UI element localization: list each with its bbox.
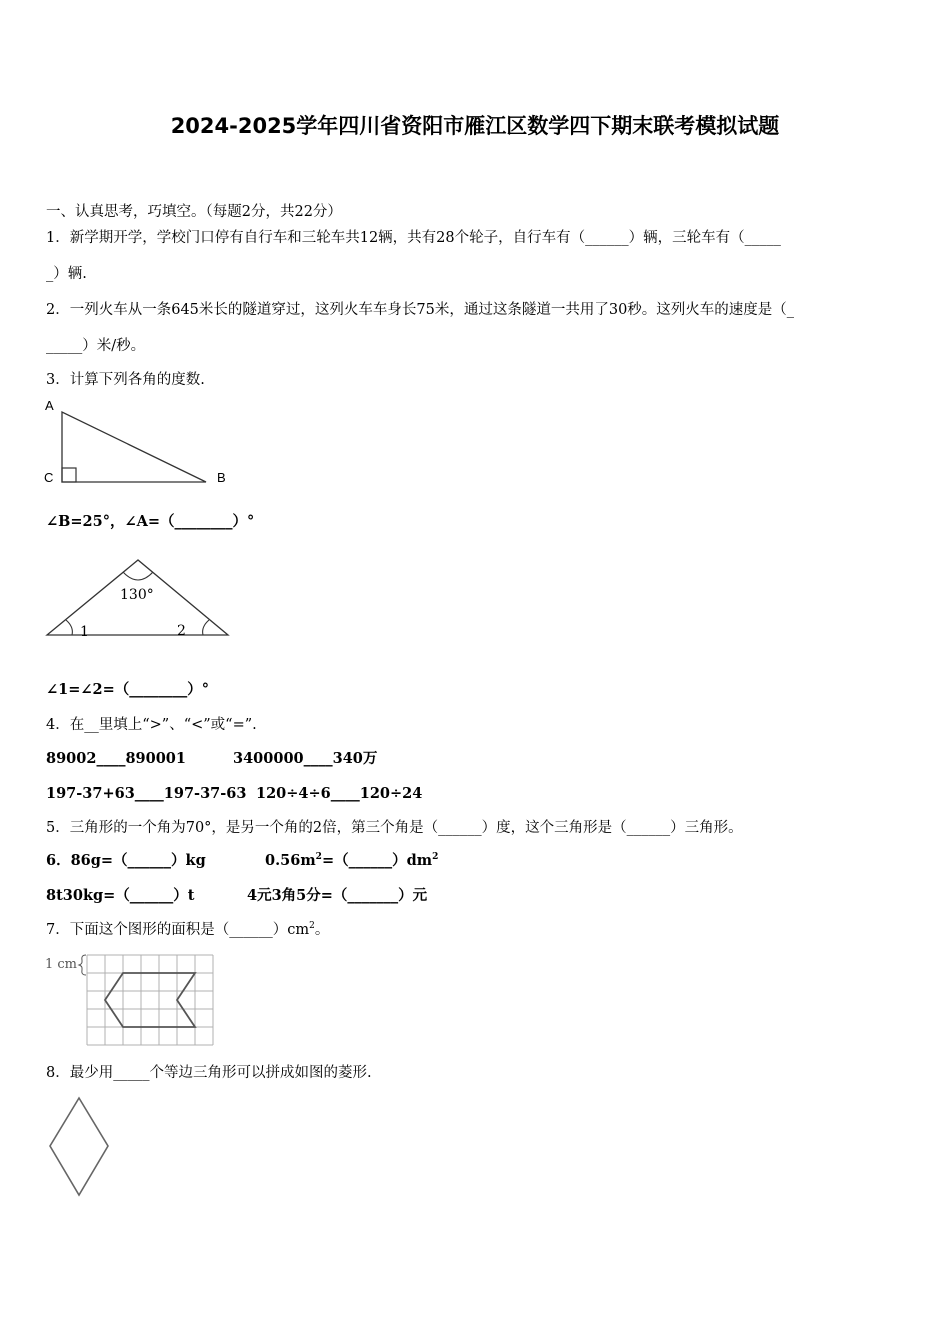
- question-5-text: 5．三角形的一个角为70°，是另一个角的2倍，第三个角是（______）度，这个三角形是（______）三角形。: [46, 820, 743, 836]
- vertex-label-b: B: [217, 470, 226, 485]
- question-4-row-2-col-1: 197-37+63____197-37-63: [46, 785, 247, 802]
- q6-p2-text-a: 0.56m: [265, 852, 316, 869]
- scale-label: 1 cm: [45, 957, 78, 972]
- question-3-text: 3．计算下列各角的度数.: [46, 372, 205, 388]
- q6-p2-sup-2: 2: [432, 852, 439, 862]
- question-6-part-1: 6．86g=（______）kg: [46, 852, 206, 869]
- question-4-row-2-col-2: 120÷4÷6____120÷24: [256, 785, 423, 802]
- question-2-line-1: 2．一列火车从一条645米长的隧道穿过，这列火车车身长75米，通过这条隧道一共用了30秒。这列火车的速度是（_: [46, 302, 795, 318]
- question-4-row-1-col-2: 3400000____340万: [233, 750, 378, 767]
- question-8-text: 8．最少用_____个等边三角形可以拼成如图的菱形.: [46, 1065, 372, 1081]
- angle-1-label: 1: [80, 624, 89, 640]
- vertex-label-c: C: [44, 470, 54, 485]
- q7-sup: 2: [309, 921, 315, 931]
- question-3-answer-line-2: ∠1=∠2=（________）°: [46, 681, 210, 698]
- question-4-text: 4．在__里填上“>”、“<”或“=”.: [46, 717, 257, 733]
- angle-2-arc: [203, 620, 209, 635]
- rhombus-figure: [44, 1094, 114, 1200]
- question-4-row-1-col-1: 89002____890001: [46, 750, 186, 767]
- q6-p2-sup: 2: [315, 852, 322, 862]
- question-6-part-4: 4元3角5分=（_______）元: [247, 887, 428, 904]
- page-title: 2024-2025学年四川省资阳市雁江区数学四下期末联考模拟试题: [170, 114, 780, 138]
- top-angle-arc: [123, 572, 153, 580]
- rhombus-shape: [50, 1098, 108, 1195]
- angle-2-label: 2: [177, 623, 186, 639]
- question-6-part-3: 8t30kg=（______）t: [46, 887, 195, 904]
- question-3-answer-line-1: ∠B=25°，∠A=（________）°: [46, 513, 255, 530]
- question-1-line-1: 1．新学期开学，学校门口停有自行车和三轮车共12辆，共有28个轮子，自行车有（______）辆，三轮车有（_____: [46, 230, 781, 246]
- q7-text-end: 。: [314, 922, 330, 938]
- right-angle-marker: [62, 468, 76, 482]
- question-6-part-2: [265, 851, 438, 871]
- q6-p2-text-b: =（______）dm: [321, 852, 433, 869]
- angle-130-label: 130°: [120, 587, 154, 603]
- q7-text-main: 7．下面这个图形的面积是（______）cm: [46, 922, 310, 938]
- grid-shape-figure: [40, 950, 220, 1050]
- section-heading: 一、认真思考，巧填空。（每题2分，共22分）: [46, 204, 342, 220]
- question-1-line-2: _）辆.: [46, 266, 87, 282]
- right-triangle-shape: [62, 412, 206, 482]
- question-7-text: [46, 920, 329, 940]
- hexagon-shape: [105, 973, 195, 1027]
- scale-brace: [79, 955, 86, 975]
- angle-1-arc: [66, 620, 72, 635]
- obtuse-triangle-figure: [40, 552, 240, 644]
- vertex-label-a: A: [45, 398, 54, 413]
- question-2-line-2: _____）米/秒。: [46, 338, 146, 354]
- right-triangle-figure: [40, 396, 240, 492]
